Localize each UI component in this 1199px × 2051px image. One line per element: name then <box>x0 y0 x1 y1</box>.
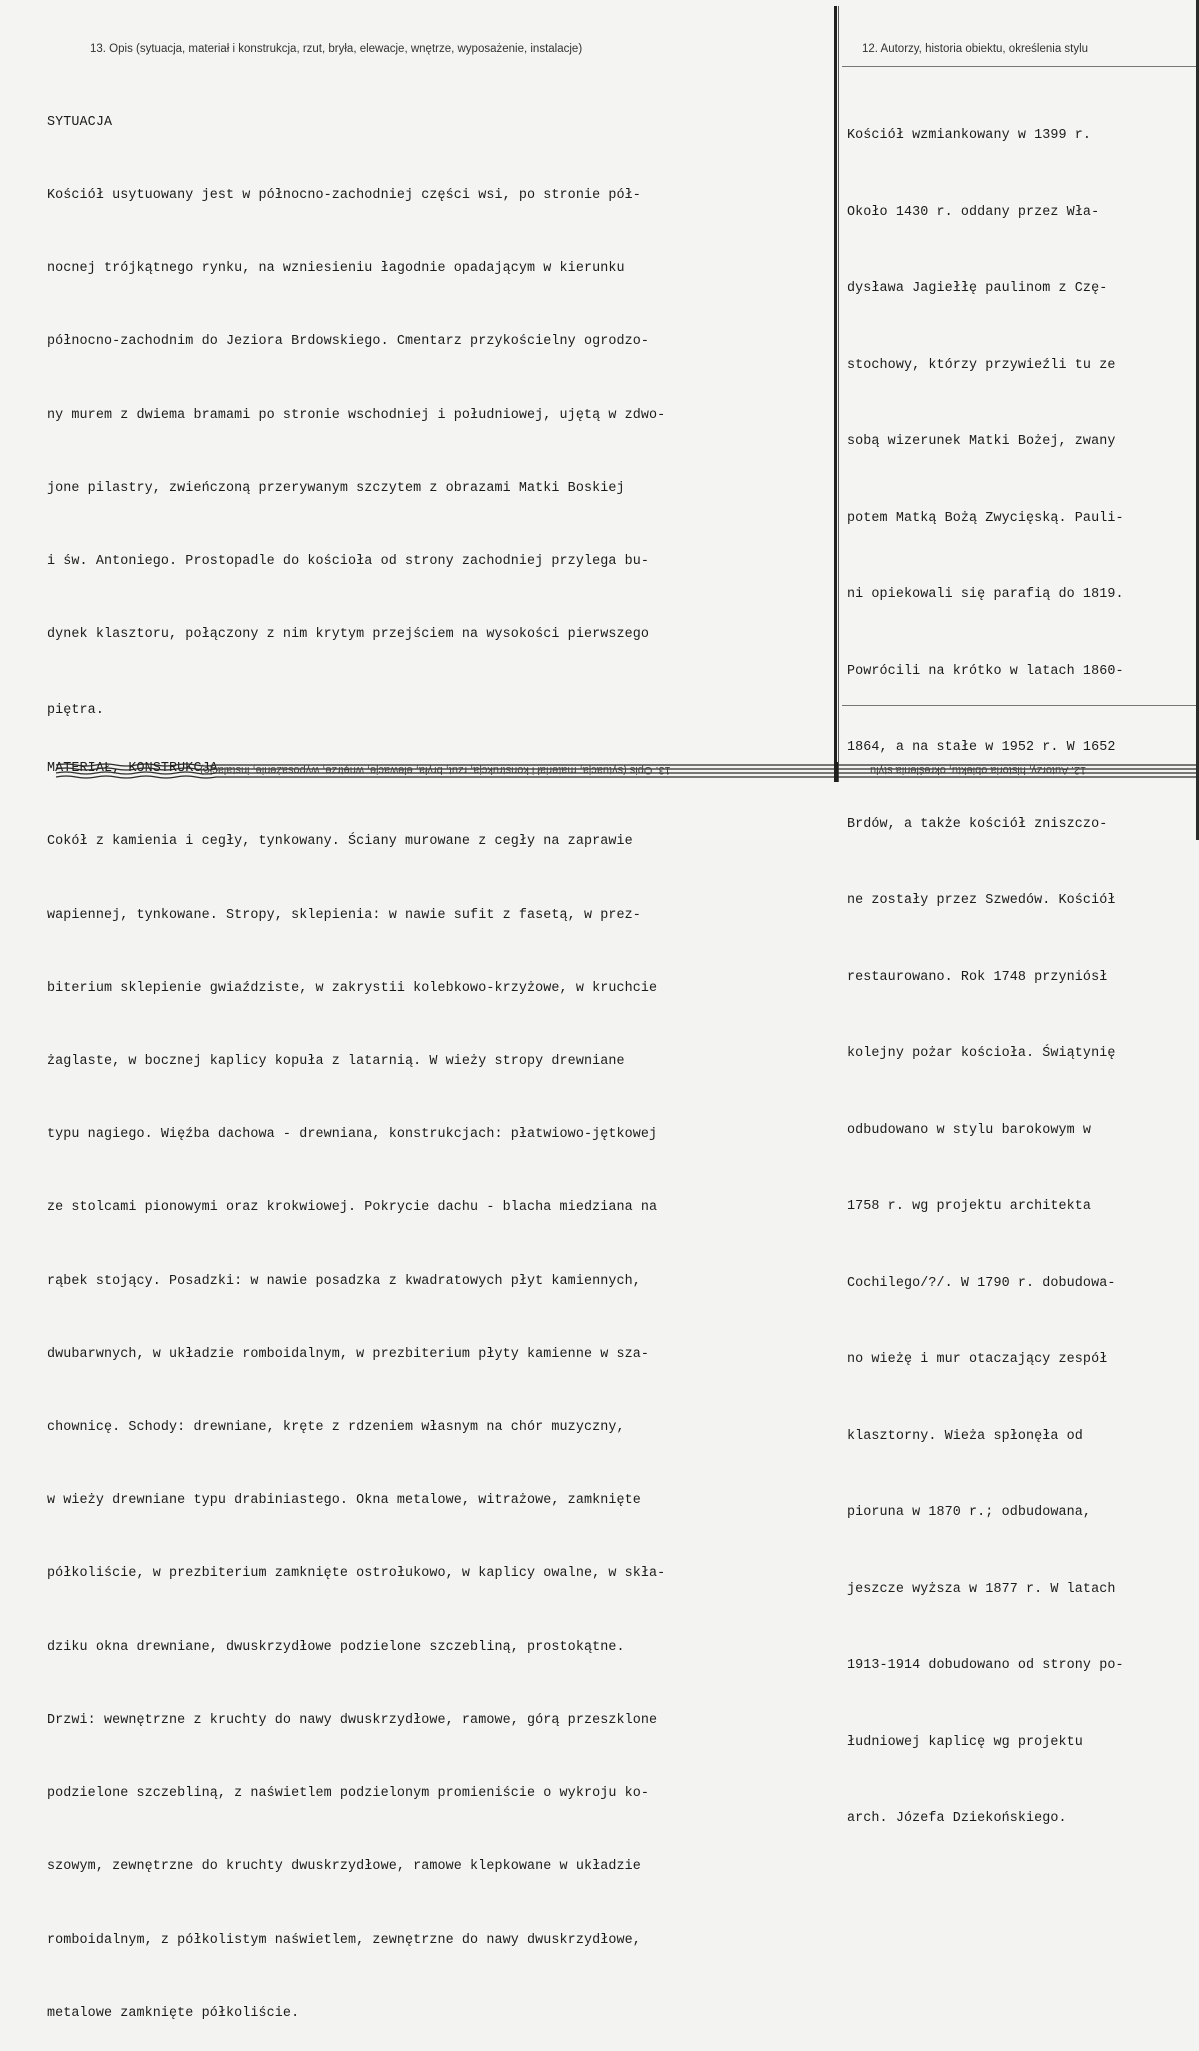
text-line: arch. Józefa Dziekońskiego. <box>847 1811 1067 1826</box>
text-line: ze stolcami pionowymi oraz krokwiowej. Pokrycie dachu - blacha miedziana na <box>47 1200 658 1216</box>
text-line: i św. Antoniego. Prostopadle do kościoła od strony zachodniej przylega bu- <box>47 554 650 570</box>
description-text <box>47 62 837 2051</box>
section-heading-material: MATERIAŁ, KONSTRUKCJA <box>47 761 218 777</box>
text-line: ne zostały przez Szwedów. Kościół <box>847 893 1116 908</box>
column-divider-thin <box>838 6 839 782</box>
text-line: pioruna w 1870 r.; odbudowana, <box>847 1505 1092 1520</box>
text-line: dysława Jagiełłę paulinom z Czę- <box>847 281 1108 296</box>
text-line: Drzwi: wewnętrzne z kruchty do nawy dwuskrzydłowe, ramowe, górą przeszklone <box>47 1712 658 1728</box>
text-line: półkoliście, w prezbiterium zamknięte ostrołukowo, w kaplicy owalne, w skła- <box>47 1566 666 1582</box>
text-line: chownicę. Schody: drewniane, kręte z rdzeniem własnym na chór muzyczny, <box>47 1420 625 1436</box>
text-line: ny murem z dwiema bramami po stronie wschodniej i południowej, ujętą w zdwo- <box>47 407 666 423</box>
text-line: restaurowano. Rok 1748 przyniósł <box>847 969 1108 985</box>
text-line: północno-zachodnim do Jeziora Brdowskiego. Cmentarz przykościelny ogrodzo- <box>47 334 650 350</box>
text-line: jone pilastry, zwieńczoną przerywanym szczytem z obrazami Matki Boskiej <box>47 480 625 496</box>
mirrored-left-header: 13. Opis (sytuacja, materiał i konstrukcja, rzut, bryła, elewacje, wnętrze, wyposażenie, instalacje) <box>200 764 671 776</box>
left-column-header: 13. Opis (sytuacja, materiał i konstrukcja, rzut, bryła, elewacje, wnętrze, wyposażenie, instalacje) <box>90 43 583 55</box>
text-line: jeszcze wyższa w 1877 r. W latach <box>847 1581 1116 1597</box>
text-line: podzielone szczebliną, z naświetlem podzielonym promieniście o wykroju ko- <box>47 1786 650 1802</box>
text-line: Około 1430 r. oddany przez Wła- <box>847 204 1100 220</box>
history-text <box>847 72 1197 1857</box>
text-line: ni opiekowali się parafią do 1819. <box>847 587 1124 602</box>
text-line: w wieży drewniane typu drabiniastego. Okna metalowe, witrażowe, zamknięte <box>47 1493 641 1509</box>
text-line: Kościół usytuowany jest w północno-zachodniej części wsi, po stronie pół- <box>47 188 641 204</box>
text-line: no wieżę i mur otaczający zespół <box>847 1352 1108 1367</box>
mirrored-right-header: 12. Autorzy, historia obiektu, określenia stylu <box>870 764 1087 776</box>
text-line: Cokół z kamienia i cegły, tynkowany. Ściany murowane z cegły na zaprawie <box>47 834 633 850</box>
text-line: potem Matką Bożą Zwycięską. Pauli- <box>847 510 1124 526</box>
text-line: 1758 r. wg projektu architekta <box>847 1199 1092 1214</box>
text-line: Cochilego/?/. W 1790 r. dobudowa- <box>847 1275 1116 1291</box>
text-line: typu nagiego. Więźba dachowa - drewniana, konstrukcjach: płatwiowo-jętkowej <box>47 1127 658 1143</box>
text-line: Brdów, a także kościół zniszczo- <box>847 816 1108 832</box>
text-line: stochowy, którzy przywieźli tu ze <box>847 357 1116 373</box>
text-line: dynek klasztoru, połączony z nim krytym przejściem na wysokości pierwszego <box>47 627 650 643</box>
text-line: nocnej trójkątnego rynku, na wzniesieniu łagodnie opadającym w kierunku <box>47 261 625 277</box>
right-column-header: 12. Autorzy, historia obiektu, określenia stylu <box>862 43 1089 55</box>
text-line: kolejny pożar kościoła. Świątynię <box>847 1046 1116 1061</box>
text-line: żaglaste, w bocznej kaplicy kopuła z latarnią. W wieży stropy drewniane <box>47 1054 625 1070</box>
right-header-rule <box>842 66 1196 67</box>
text-line: rąbek stojący. Posadzki: w nawie posadzka z kwadratowych płyt kamiennych, <box>47 1273 641 1289</box>
text-line: piętra. <box>47 703 104 719</box>
text-line: dwubarwnych, w układzie romboidalnym, w prezbiterium płyty kamienne w sza- <box>47 1346 650 1362</box>
text-line: metalowe zamknięte półkoliście. <box>47 2005 300 2021</box>
text-line: Powrócili na krótko w latach 1860- <box>847 663 1124 679</box>
text-line: 1864, a na stałe w 1952 r. W 1652 <box>847 740 1116 755</box>
text-line: odbudowano w stylu barokowym w <box>847 1122 1092 1138</box>
text-line: dziku okna drewniane, dwuskrzydłowe podzielone szczebliną, prostokątne. <box>47 1639 625 1655</box>
text-line: biterium sklepienie gwiaździste, w zakrystii kolebkowo-krzyżowe, w kruchcie <box>47 980 658 996</box>
text-line: romboidalnym, z półkolistym naświetlem, zewnętrzne do nawy dwuskrzydłowe, <box>47 1932 641 1948</box>
text-line: klasztorny. Wieża spłonęła od <box>847 1428 1083 1444</box>
section-heading-situation: SYTUACJA <box>47 114 113 130</box>
text-line: 1913-1914 dobudowano od strony po- <box>847 1658 1124 1673</box>
text-line: łudniowej kaplicę wg projektu <box>847 1734 1083 1750</box>
text-line: sobą wizerunek Matki Bożej, zwany <box>847 434 1116 449</box>
text-line: Kościół wzmiankowany w 1399 r. <box>847 128 1092 143</box>
text-line: wapiennej, tynkowane. Stropy, sklepienia: w nawie sufit z fasetą, w prez- <box>47 907 641 923</box>
text-line: szowym, zewnętrzne do kruchty dwuskrzydłowe, ramowe klepkowane w układzie <box>47 1859 641 1875</box>
right-bottom-rule <box>842 705 1196 706</box>
